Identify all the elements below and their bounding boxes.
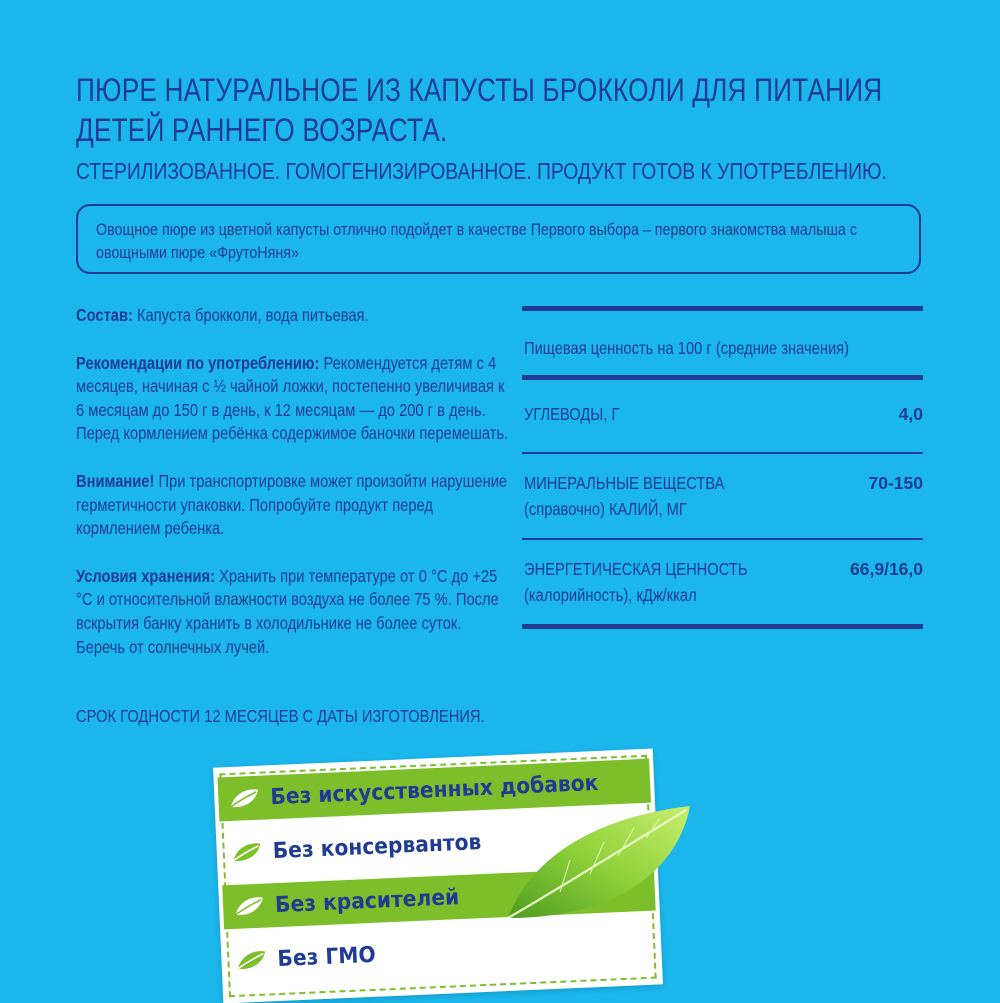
usage-text: Рекомендуется детям с 4 месяцев, начиная с ½ чайной ложки, постепенно увеличивая к 6 месяцам до 150 г в день, к 12 месяцам — до 200 г в день. Перед кормлением ребёнка содержимое баночки перемешать.: [76, 352, 509, 444]
product-details: [76, 304, 513, 683]
shelf-life: СРОК ГОДНОСТИ 12 МЕСЯЦЕВ С ДАТЫ ИЗГОТОВЛЕНИЯ.: [76, 706, 485, 726]
nutrition-row: [522, 454, 923, 538]
nutrition-row-label: ЭНЕРГЕТИЧЕСКАЯ ЦЕННОСТЬ: [524, 559, 748, 579]
usage-label: Рекомендации по употреблению:: [76, 352, 320, 373]
storage: [76, 565, 513, 659]
nutrition-row: [522, 380, 923, 452]
badge-item-label: Без консервантов: [272, 829, 482, 864]
badge-item-label: Без красителей: [274, 884, 460, 918]
product-subtitle: СТЕРИЛИЗОВАННОЕ. ГОМОГЕНИЗИРОВАННОЕ. ПРОДУКТ ГОТОВ К УПОТРЕБЛЕНИЮ.: [76, 158, 887, 184]
storage-label: Условия хранения:: [76, 565, 216, 586]
nutrition-header: Пищевая ценность на 100 г (средние значения): [524, 338, 850, 358]
warning-text: При транспортировке может произойти нарушение герметичности упаковки. Попробуйте продукт перед кормлением ребенка.: [76, 470, 508, 539]
nutrition-row-value: 4,0: [898, 404, 923, 424]
leaf-icon: [500, 800, 700, 930]
nutrition-row-label: УГЛЕВОДЫ, Г: [524, 404, 620, 424]
leaf-icon: [225, 937, 279, 983]
nutrition-row-value: 70-150: [868, 473, 923, 493]
product-title: ПЮРЕ НАТУРАЛЬНОЕ ИЗ КАПУСТЫ БРОККОЛИ ДЛЯ ПИТАНИЯ ДЕТЕЙ РАННЕГО ВОЗРАСТА.: [76, 72, 883, 148]
composition: [76, 304, 513, 328]
storage-text: Хранить при температуре от 0 °С до +25 °С и относительной влажности воздуха не более 75 %. После вскрытия банку хранить в холодильнике не более суток. Беречь от солнечных лучей.: [76, 565, 499, 657]
composition-text: Капуста брокколи, вода питьевая.: [132, 305, 369, 325]
badge-item-label: Без ГМО: [276, 942, 377, 972]
nutrition-row-label: МИНЕРАЛЬНЫЕ ВЕЩЕСТВА: [524, 473, 725, 493]
leaf-icon: [217, 775, 271, 821]
nutrition-header-row: [522, 311, 923, 375]
leaf-icon: [220, 829, 274, 875]
info-text: Овощное пюре из цветной капусты отлично подойдет в качестве Первого выбора – первого знакомства малыша с овощными пюре «ФрутоНяня»: [96, 220, 857, 262]
nutrition-row-label-sub: (справочно) КАЛИЙ, МГ: [524, 499, 687, 519]
table-rule-bottom: [522, 624, 923, 629]
warning: [76, 470, 513, 541]
badge-item-label: Без искусственных добавок: [269, 770, 599, 810]
warning-label: Внимание!: [76, 470, 155, 491]
usage: [76, 352, 513, 446]
leaf-icon: [222, 883, 276, 929]
info-box: [76, 204, 921, 274]
composition-label: Состав:: [76, 305, 133, 325]
nutrition-row-label-sub: (калорийность), кДж/ккал: [524, 585, 697, 605]
nutrition-row-value: 66,9/16,0: [850, 559, 923, 579]
nutrition-row: [522, 540, 923, 624]
nutrition-table: [522, 306, 923, 629]
